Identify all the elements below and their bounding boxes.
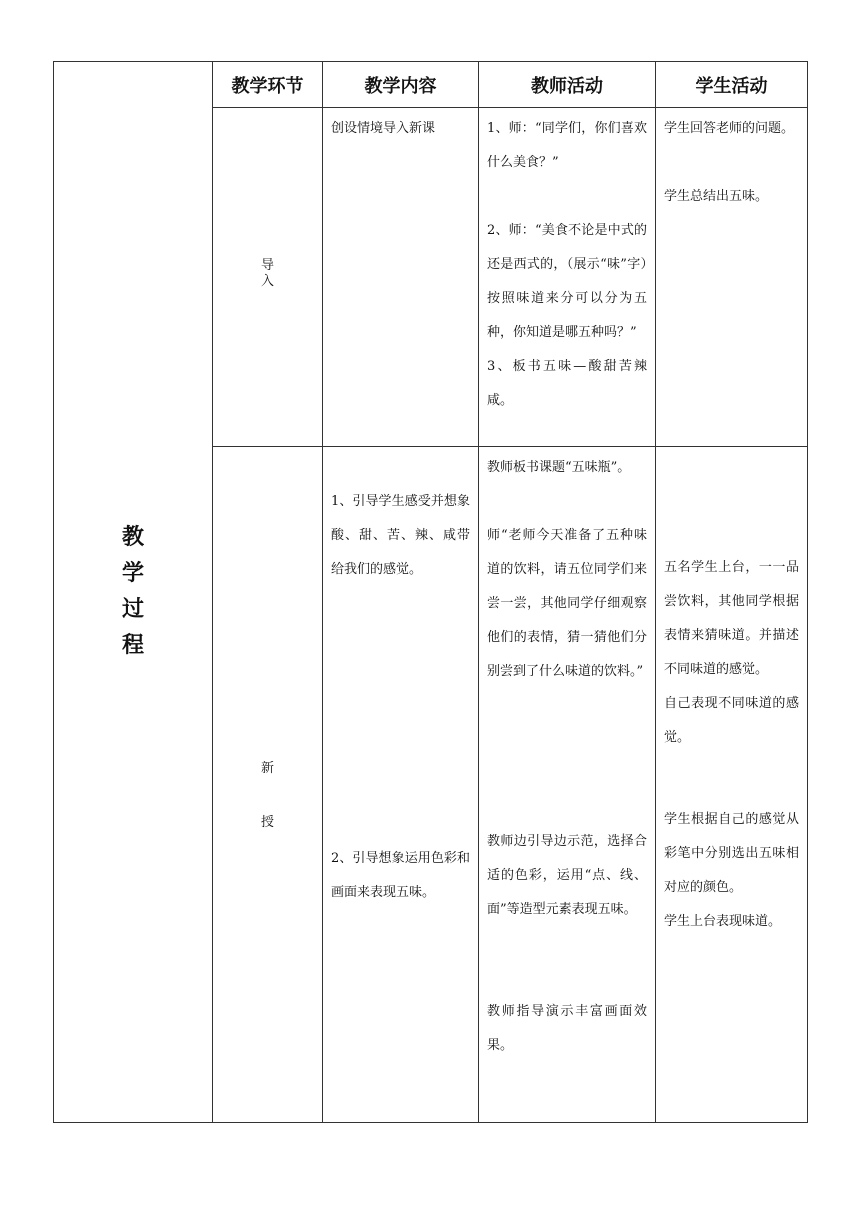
header-teacher: 教师活动: [479, 62, 656, 108]
section-cell: [54, 62, 213, 1123]
teacher-item: 3、板书五味—酸甜苦辣咸。: [487, 359, 647, 408]
header-stage: 教学环节: [213, 62, 323, 108]
content-item: 1、引导学生感受并想象酸、甜、苦、辣、咸带给我们的感觉。: [331, 494, 470, 577]
teacher-item: 师“老师今天准备了五种味道的饮料，请五位同学们来尝一尝，其他同学仔细观察他们的表情，猜一猜他们分别尝到了什么味道的饮料。”: [487, 528, 647, 679]
stage-intro: [213, 108, 323, 447]
header-content: 教学内容: [323, 62, 479, 108]
student-item: 自己表现不同味道的感觉。: [664, 696, 799, 745]
teacher-cell: [479, 108, 656, 447]
stage-label: 导入: [260, 258, 274, 289]
header-row: [54, 62, 808, 108]
lesson-table: [53, 61, 808, 1123]
teacher-item: 教师边引导边示范，选择合适的色彩，运用“点、线、面”等造型元素表现五味。: [487, 834, 647, 917]
stage-new-lesson: [213, 447, 323, 1123]
content-cell: [323, 447, 479, 1123]
student-item: 学生根据自己的感觉从彩笔中分别选出五味相对应的颜色。: [664, 812, 799, 895]
student-cell: [656, 447, 808, 1123]
teacher-item: 教师板书课题“五味瓶”。: [487, 460, 631, 475]
stage-label-char: 新: [260, 761, 274, 776]
student-item: 学生回答老师的问题。: [664, 121, 795, 136]
content-item: 2、引导想象运用色彩和画面来表现五味。: [331, 851, 470, 900]
student-item: 学生总结出五味。: [664, 189, 769, 204]
student-item: 五名学生上台，一一品尝饮料，其他同学根据表情来猜味道。并描述不同味道的感觉。: [664, 560, 799, 677]
teacher-cell: [479, 447, 656, 1123]
content-item: 创设情境导入新课: [331, 121, 436, 136]
content-cell: [323, 108, 479, 447]
teacher-item: 1、师：“同学们，你们喜欢什么美食？”: [487, 121, 647, 170]
section-title: 教学过程: [121, 525, 144, 658]
header-student: 学生活动: [656, 62, 808, 108]
stage-label-char: 授: [260, 815, 274, 830]
teacher-item: 教师指导演示丰富画面效果。: [487, 1004, 647, 1053]
student-cell: [656, 108, 808, 447]
student-item: 学生上台表现味道。: [664, 914, 782, 929]
teacher-item: 2、师：“美食不论是中式的还是西式的，（展示“味”字）按照味道来分可以分为五种，你知道是哪五种吗？”: [487, 223, 647, 340]
